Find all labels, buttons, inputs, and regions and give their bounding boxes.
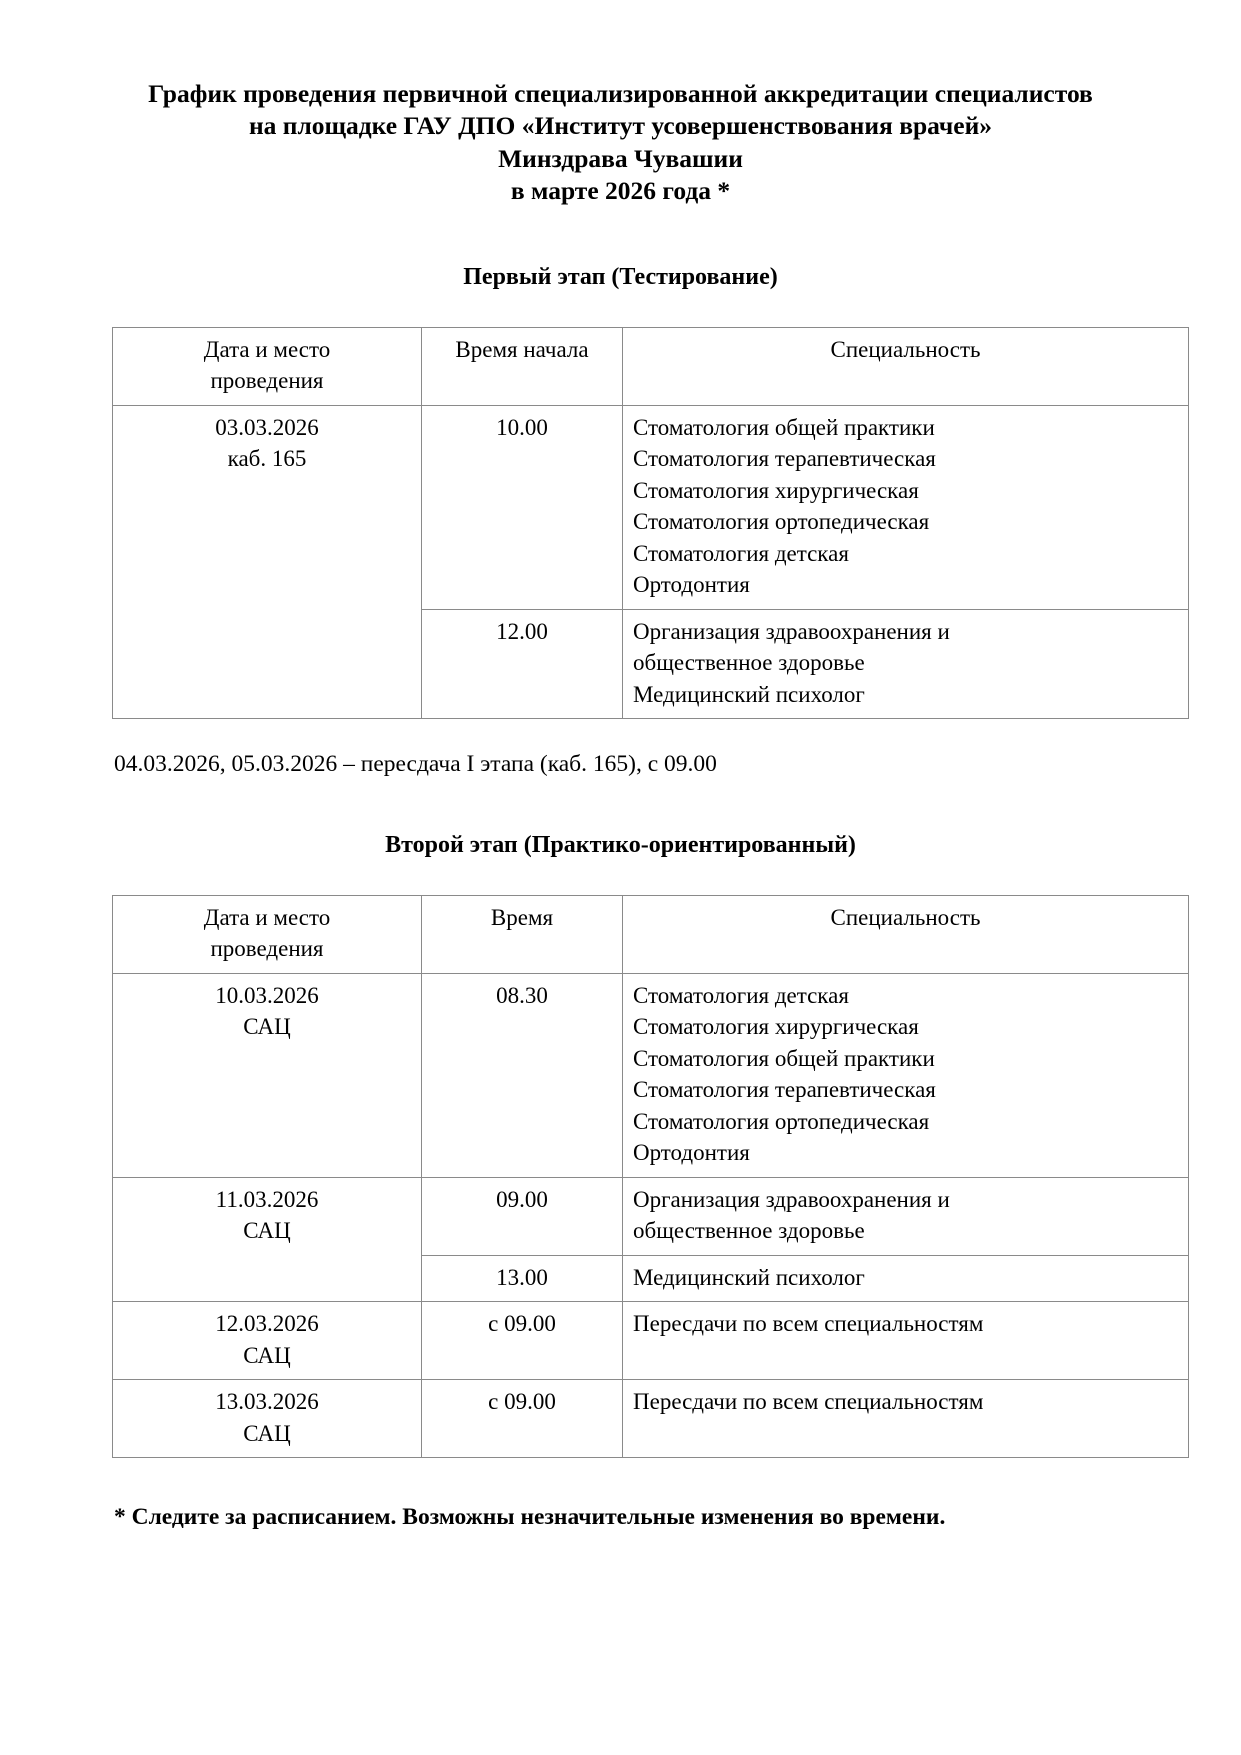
cell-date-place <box>113 1302 422 1380</box>
column-header-time: Время <box>422 895 623 973</box>
column-header-specialty: Специальность <box>623 895 1189 973</box>
cell-date-place <box>113 1380 422 1458</box>
cell-place: САЦ <box>243 1420 291 1446</box>
table-header <box>113 895 1189 973</box>
stage-one-retake-note: 04.03.2026, 05.03.2026 – пересдача I этапа (каб. 165), с 09.00 <box>114 751 717 777</box>
cell-date: 13.03.2026 <box>215 1389 319 1415</box>
column-header-time: Время начала <box>422 327 623 405</box>
specialty-item: Ортодонтия <box>633 1140 750 1166</box>
specialty-item: общественное здоровье <box>633 650 865 675</box>
specialty-item: Стоматология терапевтическая <box>633 1077 936 1103</box>
table-header-row <box>113 327 1189 405</box>
spacer <box>112 208 1129 264</box>
stage-one-schedule-table <box>112 327 1189 720</box>
table-row <box>113 1302 1189 1380</box>
specialty-item: Стоматология общей практики <box>633 414 935 440</box>
cell-specialty-list <box>623 1255 1189 1302</box>
cell-specialty-list <box>623 405 1189 609</box>
cell-place: САЦ <box>243 1342 291 1368</box>
specialty-item: Стоматология детская <box>633 540 849 566</box>
cell-specialty-list <box>623 973 1189 1177</box>
table-row <box>113 1380 1189 1458</box>
stage-one-heading: Первый этап (Тестирование) <box>463 263 778 290</box>
specialty-item: Организация здравоохранения и <box>633 1186 950 1212</box>
specialty-item: Стоматология детская <box>633 982 849 1008</box>
spacer <box>112 1458 1129 1502</box>
specialty-item: Пересдачи по всем специальностям <box>633 1389 984 1415</box>
specialty-item: Стоматология хирургическая <box>633 1014 919 1040</box>
cell-date-place <box>113 1177 422 1302</box>
specialty-item: Стоматология ортопедическая <box>633 509 930 534</box>
column-header-date-place-line1: Дата и место <box>203 336 331 362</box>
spacer <box>112 859 1129 895</box>
spacer <box>112 780 1129 832</box>
footer-note: * Следите за расписанием. Возможны незначительные изменения во времени. <box>114 1504 946 1531</box>
page-title <box>116 78 1126 208</box>
spacer <box>112 291 1129 327</box>
cell-place: каб. 165 <box>227 446 307 471</box>
table-header <box>113 327 1189 405</box>
cell-place: САЦ <box>243 1218 291 1244</box>
cell-date: 12.03.2026 <box>215 1311 319 1337</box>
page-title-line-3: Минздрава Чувашии <box>498 143 743 173</box>
page-title-line-1: График проведения первичной специализированной аккредитации специалистов <box>148 79 1093 108</box>
cell-time: 10.00 <box>422 405 623 609</box>
specialty-item: Стоматология ортопедическая <box>633 1108 930 1134</box>
specialty-item: Организация здравоохранения и <box>633 618 950 644</box>
table-row <box>113 1177 1189 1255</box>
stage-two-heading: Второй этап (Практико-ориентированный) <box>385 831 856 858</box>
cell-date: 10.03.2026 <box>215 982 319 1008</box>
specialty-item: Медицинский психолог <box>633 1264 865 1290</box>
specialty-item: Стоматология хирургическая <box>633 477 919 503</box>
specialty-item: Стоматология терапевтическая <box>633 446 936 471</box>
column-header-date-place-line2: проведения <box>210 936 324 962</box>
cell-specialty-list <box>623 1177 1189 1255</box>
cell-time: 13.00 <box>422 1255 623 1302</box>
cell-time: с 09.00 <box>422 1380 623 1458</box>
column-header-date-place-line1: Дата и место <box>203 904 331 930</box>
page-title-line-2: на площадке ГАУ ДПО «Институт усовершенствования врачей» <box>248 111 993 141</box>
cell-date-place <box>113 973 422 1177</box>
stage-two-schedule-table <box>112 895 1189 1459</box>
cell-date: 03.03.2026 <box>215 414 319 440</box>
table-row <box>113 973 1189 1177</box>
specialty-item: Пересдачи по всем специальностям <box>633 1311 984 1337</box>
specialty-item: Ортодонтия <box>633 572 750 597</box>
specialty-item: Медицинский психолог <box>633 681 865 707</box>
column-header-date-place <box>113 327 422 405</box>
column-header-date-place-line2: проведения <box>210 368 324 393</box>
cell-specialty-list <box>623 1380 1189 1458</box>
specialty-item: Стоматология общей практики <box>633 1045 935 1071</box>
cell-specialty-list <box>623 609 1189 719</box>
cell-time: с 09.00 <box>422 1302 623 1380</box>
table-body <box>113 405 1189 719</box>
cell-time: 08.30 <box>422 973 623 1177</box>
cell-date-place <box>113 405 422 719</box>
cell-time: 12.00 <box>422 609 623 719</box>
cell-place: САЦ <box>243 1014 291 1040</box>
column-header-specialty: Специальность <box>623 327 1189 405</box>
spacer <box>112 719 1129 749</box>
specialty-item: общественное здоровье <box>633 1218 865 1244</box>
cell-time: 09.00 <box>422 1177 623 1255</box>
page-title-line-4: в марте 2026 года * <box>510 176 731 206</box>
column-header-date-place <box>113 895 422 973</box>
table-header-row <box>113 895 1189 973</box>
cell-date: 11.03.2026 <box>215 1186 319 1212</box>
table-row <box>113 405 1189 609</box>
cell-specialty-list <box>623 1302 1189 1380</box>
table-body <box>113 973 1189 1458</box>
